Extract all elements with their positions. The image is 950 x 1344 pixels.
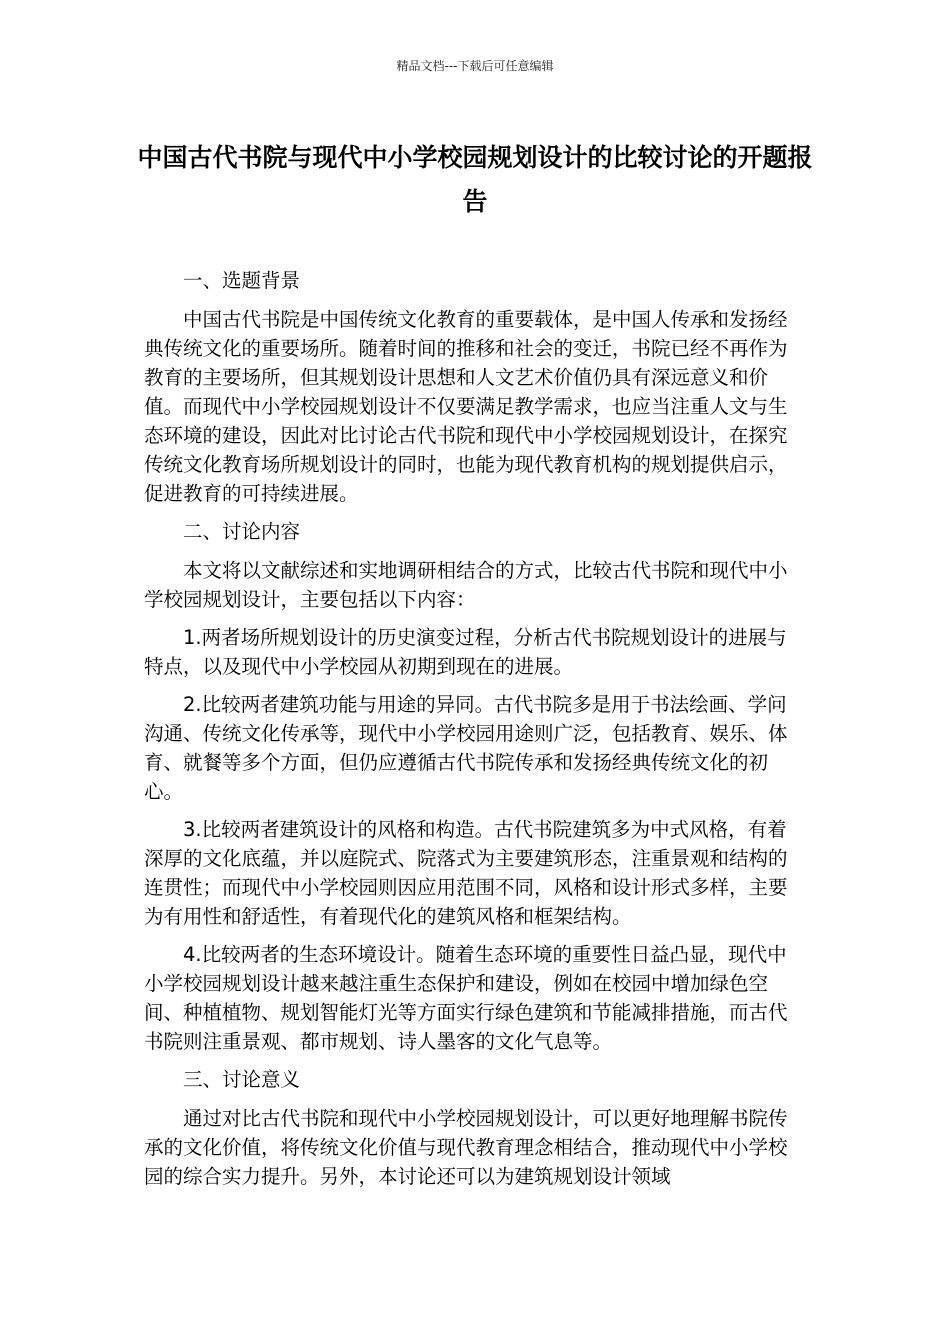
header-note: 精品文档---下载后可任意编辑 [396, 59, 554, 73]
list-item-3: 3.比较两者建筑设计的风格和构造。古代书院建筑多为中式风格，有着深厚的文化底蕴，并以庭院式、院落式为主要建筑形态，注重景观和结构的连贯性；而现代中小学校园则因应用范围不同，风格和设计形式多样，主要为有用性和舒适性，有着现代化的建筑风格和框架结构。 [144, 818, 788, 928]
document-title: 中国古代书院与现代中小学校园规划设计的比较讨论的开题报告 [137, 143, 813, 216]
paragraph-content-intro: 本文将以文献综述和实地调研相结合的方式，比较古代书院和现代中小学校园规划设计，主要包括以下内容： [144, 559, 788, 611]
document-body [144, 266, 798, 1200]
paragraph-significance: 通过对比古代书院和现代中小学校园规划设计，可以更好地理解书院传承的文化价值，将传统文化价值与现代教育理念相结合，推动现代中小学校园的综合实力提升。另外，本讨论还可以为建筑规划设计领域 [144, 1107, 788, 1188]
section-heading-background: 一、选题背景 [183, 269, 301, 292]
list-item-1: 1.两者场所规划设计的历史演变过程，分析古代书院规划设计的进展与特点，以及现代中小学校园从初期到现在的进展。 [144, 626, 787, 678]
paragraph-background: 中国古代书院是中国传统文化教育的重要载体，是中国人传承和发扬经典传统文化的重要场所。随着时间的推移和社会的变迁，书院已经不再作为教育的主要场所，但其规划设计思想和人文艺术价值仍具有深远意义和价值。而现代中小学校园规划设计不仅要满足教学需求，也应当注重人文与生态环境的建设，因此对比讨论古代书院和现代中小学校园规划设计，在探究传统文化教育场所规划设计的同时，也能为现代教育机构的规划提供启示，促进教育的可持续进展。 [144, 308, 788, 505]
list-item-2: 2.比较两者建筑功能与用途的异同。古代书院多是用于书法绘画、学问沟通、传统文化传承等，现代中小学校园用途则广泛，包括教育、娱乐、体育、就餐等多个方面，但仍应遵循古代书院传承和发扬经典传统文化的初心。 [144, 693, 788, 803]
section-heading-significance: 三、讨论意义 [183, 1068, 301, 1091]
list-item-4: 4.比较两者的生态环境设计。随着生态环境的重要性日益凸显，现代中小学校园规划设计越来越注重生态保护和建设，例如在校园中增加绿色空间、种植植物、规划智能灯光等方面实行绿色建筑和节能减排措施，而古代书院则注重景观、都市规划、诗人墨客的文化气息等。 [144, 943, 788, 1053]
section-heading-content: 二、讨论内容 [183, 520, 301, 543]
